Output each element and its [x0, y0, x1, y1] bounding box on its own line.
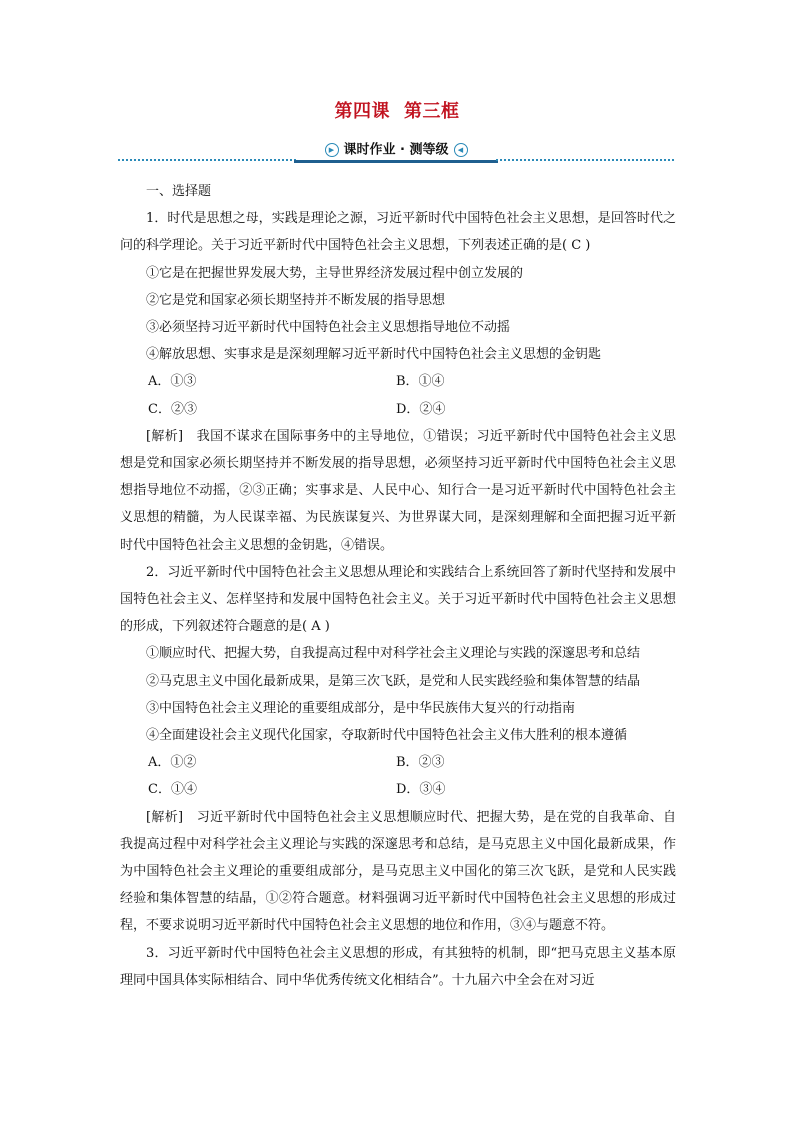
- lesson-title: 第四课: [334, 101, 390, 122]
- option-b: B．②③: [396, 755, 445, 771]
- question-1-options-row: [120, 396, 676, 423]
- document-body: [120, 178, 676, 994]
- option-b: B．①④: [396, 374, 445, 390]
- option-a: A．①②: [148, 755, 197, 771]
- question-2-analysis: [解析] 习近平新时代中国特色社会主义思想顺应时代、把握大势，是在党的自我革命、自我提高过程中对科学社会主义理论与实践的深邃思考和总结，是马克思主义中国化最新成果，作为中国特色社会主义理论的重要组成部分，是马克思主义中国化的第三次飞跃，是党和人民实践经验和集体智慧的结晶，①②符合题意。材料强调习近平新时代中国特色社会主义思想的形成过程，不要求说明习近平新时代中国特色社会主义思想的地位和作用，③④与题意不符。: [120, 809, 676, 934]
- banner-tab: [294, 140, 498, 163]
- question-1-item: ①它是在把握世界发展大势，主导世界经济发展过程中创立发展的: [146, 265, 524, 281]
- question-1-item: ③必须坚持习近平新时代中国特色社会主义思想指导地位不动摇: [146, 320, 511, 336]
- frame-title: 第三框: [404, 101, 460, 122]
- section-heading: 一、选择题: [146, 184, 212, 199]
- question-2-item: ④全面建设社会主义现代化国家，夺取新时代中国特色社会主义伟大胜利的根本遵循: [146, 728, 628, 744]
- question-3-stem: 3．习近平新时代中国特色社会主义思想的形成，有其独特的机制，即“把马克思主义基本原理同中国具体实际相结合、同中华优秀传统文化相结合”。十九届六中全会在对习近: [120, 945, 676, 988]
- question-1-item: ②它是党和国家必须长期坚持并不断发展的指导思想: [146, 292, 446, 308]
- play-left-icon: ◀: [454, 143, 468, 157]
- question-2-item: ①顺应时代、把握大势，自我提高过程中对科学社会主义理论与实践的深邃思考和总结: [146, 646, 641, 662]
- option-c: C．①④: [148, 782, 197, 798]
- question-1-options-row: [120, 368, 676, 395]
- option-c: C．②③: [148, 401, 197, 417]
- question-2-item: ③中国特色社会主义理论的重要组成部分，是中华民族伟大复兴的行动指南: [146, 700, 576, 716]
- option-a: A．①③: [148, 374, 197, 390]
- option-d: D．②④: [396, 401, 446, 417]
- option-d: D．③④: [396, 782, 446, 798]
- page-title: [0, 97, 794, 123]
- question-2-options-row: [120, 749, 676, 776]
- question-2-item: ②马克思主义中国化最新成果，是第三次飞跃，是党和人民实践经验和集体智慧的结晶: [146, 673, 641, 689]
- banner-divider-right: [496, 159, 674, 161]
- banner-divider-left: [118, 159, 296, 161]
- question-2-options-row: [120, 776, 676, 803]
- question-2-stem: 2．习近平新时代中国特色社会主义思想从理论和实践结合上系统回答了新时代坚持和发展中国特色社会主义、怎样坚持和发展中国特色社会主义。关于习近平新时代中国特色社会主义思想的形成，下列叙述符合题意的是( A ): [120, 564, 676, 635]
- play-right-icon: ▶: [325, 143, 339, 157]
- banner-label: 课时作业 · 测等级: [343, 142, 449, 158]
- question-1-stem: 1．时代是思想之母，实践是理论之源，习近平新时代中国特色社会主义思想，是回答时代之问的科学理论。关于习近平新时代中国特色社会主义思想，下列表述正确的是( C ): [120, 211, 676, 254]
- question-1-item: ④解放思想、实事求是是深刻理解习近平新时代中国特色社会主义思想的金钥匙: [146, 347, 602, 363]
- section-banner: [118, 140, 674, 162]
- question-1-analysis: [解析] 我国不谋求在国际事务中的主导地位，①错误；习近平新时代中国特色社会主义思想是党和国家必须长期坚持并不断发展的指导思想，必须坚持习近平新时代中国特色社会主义思想指导地位不动摇，②③正确；实事求是、人民中心、知行合一是习近平新时代中国特色社会主义思想的精髓，为人民谋幸福、为民族谋复兴、为世界谋大同，是深刻理解和全面把握习近平新时代中国特色社会主义思想的金钥匙，④错误。: [120, 428, 676, 553]
